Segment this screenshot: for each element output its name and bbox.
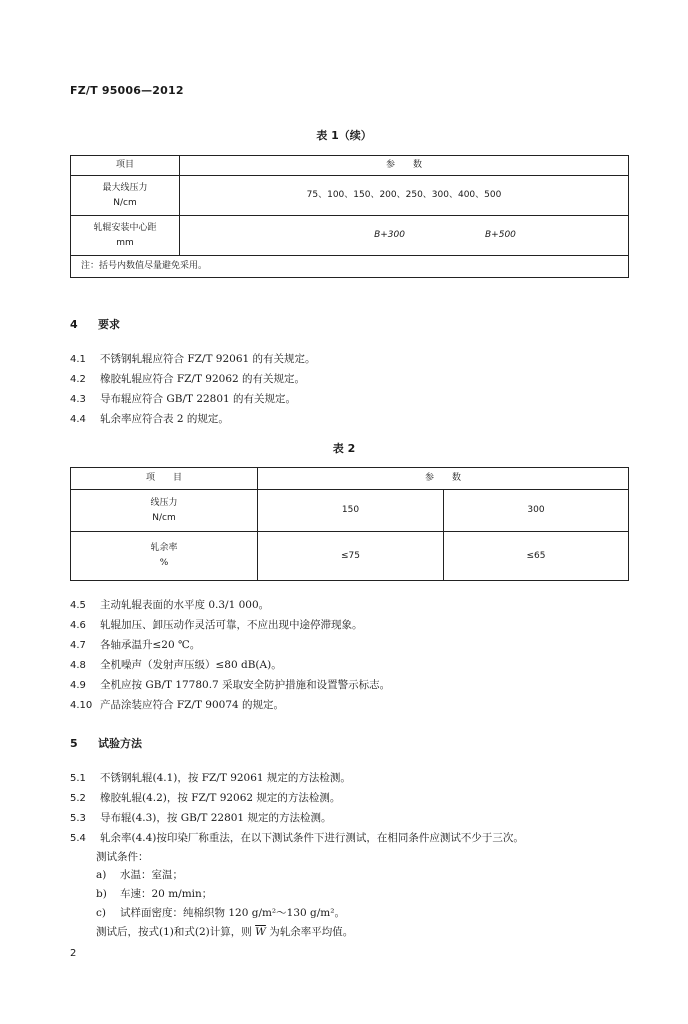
table2-row1-value-b: 300 [444, 490, 629, 532]
table2-row2-value-b: ≤65 [444, 532, 629, 581]
table1-header-param: 参 数 [180, 156, 629, 176]
table1 [70, 155, 629, 278]
table1-header-item: 项目 [71, 156, 180, 176]
after-test-text: 测试后，按式(1)和式(2)计算，则 $\overline{W}$ 为轧余率平均值。 [96, 926, 354, 938]
table1-row2-item: 轧辊安装中心距 mm [71, 216, 180, 256]
table2-caption: 表 2 [332, 442, 356, 455]
table1-row1-values: 75、100、150、200、250、300、400、500 [180, 176, 629, 216]
table1-row2-value-a: B+300 [180, 216, 451, 256]
table2-row2-value-a: ≤75 [258, 532, 444, 581]
table1-row2-value-b: B+500 [450, 216, 629, 256]
table1-row1-item: 最大线压力 N/cm [71, 176, 180, 216]
condition-b: b) 车速：20 m/min； [96, 888, 213, 900]
clause-4-2: 4.2 橡胶轧辊应符合 FZ/T 92062 的有关规定。 [70, 373, 306, 385]
section4-heading: 4 要求 [70, 318, 120, 331]
table1-note: 注：括号内数值尽量避免采用。 [71, 256, 629, 278]
clause-4-3: 4.3 导布辊应符合 GB/T 22801 的有关规定。 [70, 393, 297, 405]
table2-row1-item: 线压力 N/cm [71, 490, 258, 532]
clause-4-7: 4.7 各轴承温升≤20 ℃。 [70, 639, 201, 651]
clause-4-1: 4.1 不锈钢轧辊应符合 FZ/T 92061 的有关规定。 [70, 353, 316, 365]
document-number: FZ/T 95006—2012 [70, 84, 184, 97]
clause-4-5: 4.5 主动轧辊表面的水平度 0.3/1 000。 [70, 599, 270, 611]
table2 [70, 467, 629, 581]
table2-row2-item: 轧余率 % [71, 532, 258, 581]
clause-4-8: 4.8 全机噪声（发射声压级）≤80 dB(A)。 [70, 659, 282, 671]
clause-5-1: 5.1 不锈钢轧辊(4.1)，按 FZ/T 92061 规定的方法检测。 [70, 772, 351, 784]
clause-5-2: 5.2 橡胶轧辊(4.2)，按 FZ/T 92062 规定的方法检测。 [70, 792, 341, 804]
clause-5-3: 5.3 导布辊(4.3)，按 GB/T 22801 规定的方法检测。 [70, 812, 332, 824]
table2-header-param: 参 数 [258, 468, 629, 490]
page-number: 2 [70, 948, 77, 959]
table2-header-item: 项 目 [71, 468, 258, 490]
clause-4-4: 4.4 轧余率应符合表 2 的规定。 [70, 413, 229, 425]
table-row [71, 490, 629, 532]
table-row [71, 216, 629, 256]
table2-row1-value-a: 150 [258, 490, 444, 532]
table1-caption: 表 1（续） [316, 129, 372, 142]
clause-5-4: 5.4 轧余率(4.4)按印染厂称重法，在以下测试条件下进行测试，在相同条件应测试不少于三次。 [70, 832, 524, 844]
test-conditions-label: 测试条件： [96, 851, 149, 863]
table-row [71, 176, 629, 216]
clause-4-10: 4.10 产品涂装应符合 FZ/T 90074 的规定。 [70, 699, 285, 711]
clause-4-6: 4.6 轧辊加压、卸压动作灵活可靠，不应出现中途停滞现象。 [70, 619, 363, 631]
condition-c: c) 试样面密度：纯棉织物 120 g/m²～130 g/m²。 [96, 907, 345, 919]
condition-a: a) 水温：室温； [96, 869, 183, 881]
mean-w-symbol: $\overline{W}$ [255, 926, 266, 938]
clause-4-9: 4.9 全机应按 GB/T 17780.7 采取安全防护措施和设置警示标志。 [70, 679, 391, 691]
section5-heading: 5 试验方法 [70, 737, 142, 750]
table-row [71, 532, 629, 581]
